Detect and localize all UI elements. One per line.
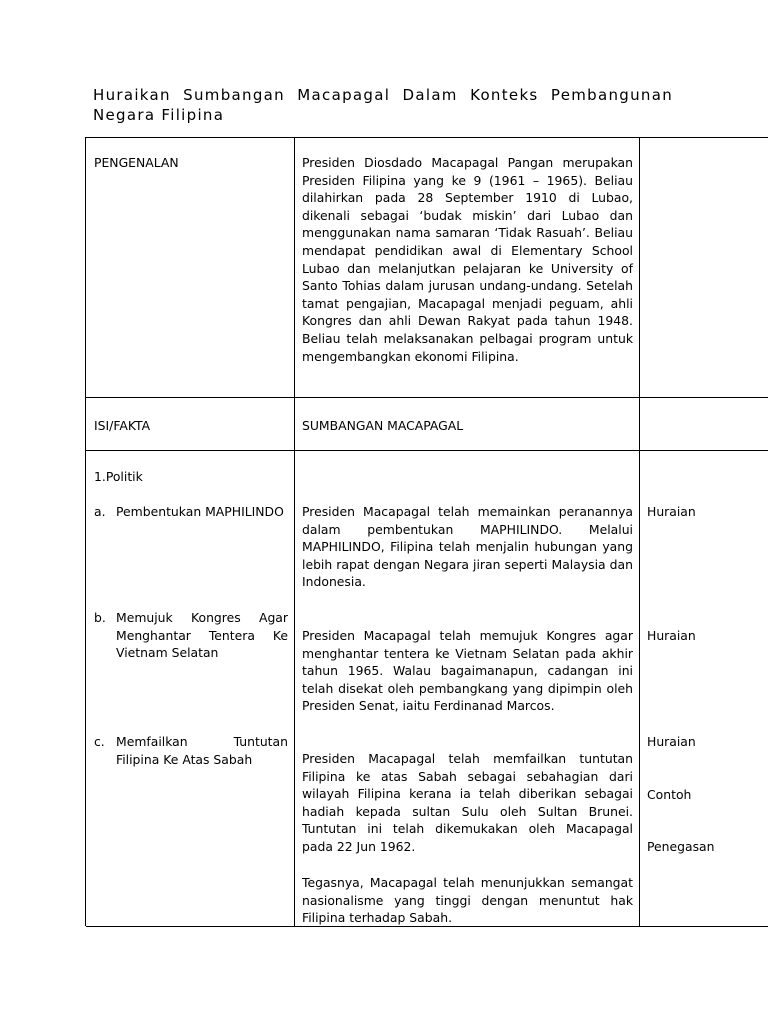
item-c-note-penegasan: Penegasan: [647, 839, 715, 854]
header-sumbangan: SUMBANGAN MACAPAGAL: [302, 418, 464, 433]
section-title: 1.Politik: [94, 469, 143, 484]
item-a-text: Presiden Macapagal telah memainkan peranannya dalam pembentukan MAPHILINDO. Melalui MAPHILINDO, Filipina telah menjalin hubungan yang lebih rapat dengan Negara jiran seperti Malaysia dan Indonesia.: [302, 504, 633, 590]
item-c-text: Presiden Macapagal telah memfailkan tuntutan Filipina ke atas Sabah sebagai sebahagian dari wilayah Filipina kerana ia telah diberikan sebagai hadiah kepada sultan Sulu oleh Sultan Brunei. Tuntutan ini telah dikemukakan oleh Macapagal pada 22 Jun 1962.: [302, 751, 633, 854]
item-b-note: Huraian: [647, 628, 696, 643]
item-letter: b.: [94, 610, 106, 625]
item-letter: c.: [94, 734, 105, 749]
document-title: Huraikan Sumbangan Macapagal Dalam Konteks Pembangunan Negara Filipina: [93, 86, 673, 124]
content-table: [85, 137, 768, 926]
column-divider: [639, 138, 640, 927]
item-c-conclusion: Tegasnya, Macapagal telah menunjukkan semangat nasionalisme yang tinggi dengan menuntut hak Filipina terhadap Sabah.: [302, 875, 633, 926]
row-divider: [86, 450, 768, 451]
intro-text: Presiden Diosdado Macapagal Pangan merupakan Presiden Filipina yang ke 9 (1961 – 1965). Beliau dilahirkan pada 28 September 1910 di Lubao, dikenali sebagai ‘budak miskin’ dari Lubao dan menggunakan nama samaran ‘Tidak Rasuah’. Beliau mendapat pendidikan awal di Elementary School Lubao dan melanjutkan pelajaran ke University of Santo Tohias dalam jurusan undang-undang. Setelah tamat pengajian, Macapagal menjadi peguam, ahli Kongres dan ahli Dewan Rakyat pada tahun 1948. Beliau telah melaksanakan pelbagai program untuk mengembangkan ekonomi Filipina.: [302, 155, 633, 364]
intro-label: PENGENALAN: [94, 155, 179, 170]
column-divider: [294, 138, 295, 927]
item-label: Memfailkan Tuntutan Filipina Ke Atas Sabah: [116, 734, 288, 767]
item-letter: a.: [94, 504, 106, 519]
item-c-note-contoh: Contoh: [647, 787, 692, 802]
item-b-text: Presiden Macapagal telah memujuk Kongres agar menghantar tentera ke Vietnam Selatan pada akhir tahun 1965. Walau bagaimanapun, cadangan ini telah disekat oleh pembangkang yang dipimpin oleh Presiden Senat, iaitu Ferdinanad Marcos.: [302, 628, 633, 714]
item-c-note-huraian: Huraian: [647, 734, 696, 749]
item-a-note: Huraian: [647, 504, 696, 519]
item-label: Pembentukan MAPHILINDO: [116, 504, 284, 519]
item-label: Memujuk Kongres Agar Menghantar Tentera Ke Vietnam Selatan: [116, 610, 288, 661]
fact-item-a: [94, 503, 288, 521]
row-divider: [86, 397, 768, 398]
fact-item-c: [94, 733, 288, 768]
fact-item-b: [94, 609, 288, 662]
header-fakta: ISI/FAKTA: [94, 418, 151, 433]
